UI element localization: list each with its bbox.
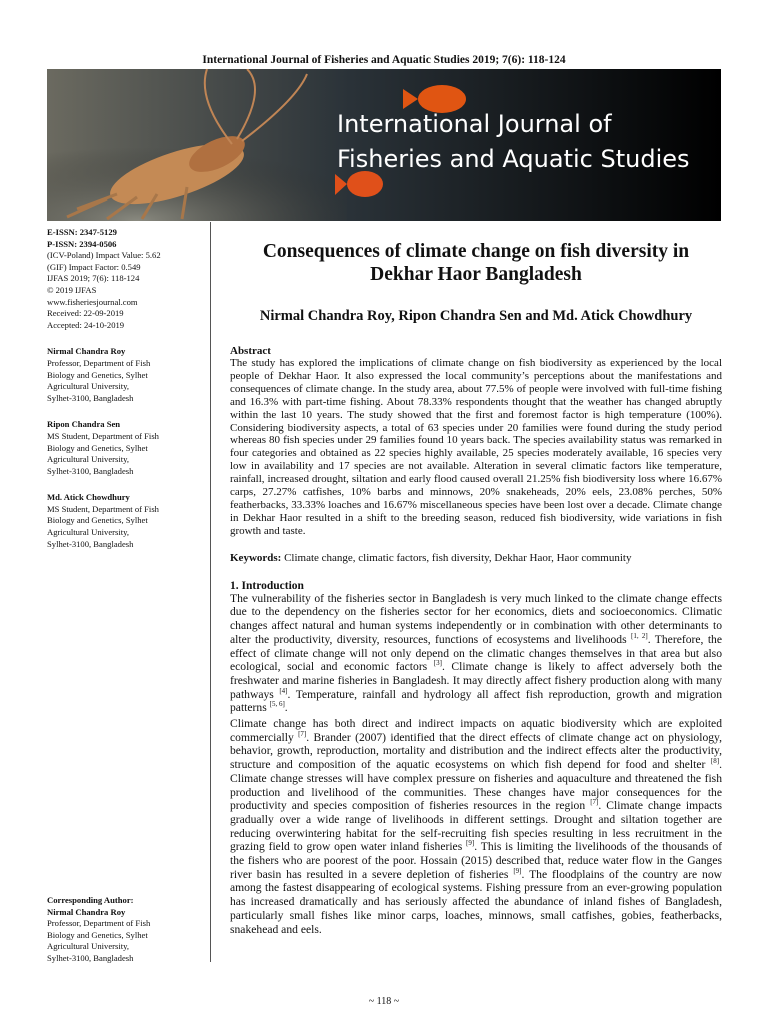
citation[interactable]: [7]	[298, 729, 307, 738]
copyright: © 2019 IJFAS	[47, 284, 97, 295]
journal-banner	[47, 69, 721, 221]
text-run: Climate change has both direct and indirect impacts on aquatic biodiversity which are exploited commercially	[230, 717, 722, 744]
affiliation-line: Biology and Genetics, Sylhet	[47, 929, 148, 940]
text-run: .	[284, 701, 288, 715]
corresponding-author	[47, 895, 207, 965]
author-name: Md. Atick Chowdhury	[47, 492, 130, 503]
banner-title-line1: International Journal of	[337, 110, 612, 138]
affiliation-line: Agricultural University,	[47, 381, 130, 392]
banner-title-line2: Fisheries and Aquatic Studies	[337, 145, 690, 173]
column-divider	[210, 222, 211, 962]
corresponding-label: Corresponding Author:	[47, 895, 134, 905]
author-name: Ripon Chandra Sen	[47, 419, 121, 430]
citation[interactable]: [9]	[513, 866, 522, 875]
affiliation-line: Biology and Genetics, Sylhet	[47, 442, 148, 453]
introduction-paragraph-1	[230, 592, 722, 715]
text-run: . The floodplains of the country are now among the fastest disappearing of ecological systems. Fishing pressure from an ever-growing population has increased dramatically and has seriously affected the abundance of inland fishes of Bangladesh, particularly small fishes like minor carps, loaches, minnows, small catfishes, gobies, featherbacks, snakehead and eels.	[230, 867, 722, 936]
text-run: . Brander (2007) identified that the direct effects of climate change act on physiology, behavior, growth, reproduction, mortality and distribution and the indirect effects alter the productivity, structure and composition of the aquatic ecosystems on which fish depend for food and shelter	[230, 730, 722, 772]
citation[interactable]: [9]	[466, 839, 475, 848]
volume-info: IJFAS 2019; 7(6): 118-124	[47, 273, 140, 284]
sidebar	[47, 227, 207, 550]
abstract-heading: Abstract	[230, 345, 271, 357]
p-issn: P-ISSN: 2394-0506	[47, 238, 117, 249]
citation[interactable]: [5, 6]	[269, 700, 285, 709]
running-head: International Journal of Fisheries and Aquatic Studies 2019; 7(6): 118-124	[202, 54, 566, 66]
affiliation-line: Sylhet-3100, Bangladesh	[47, 952, 134, 963]
journal-meta	[47, 227, 207, 331]
keywords-list: Climate change, climatic factors, fish diversity, Dekhar Haor, Haor community	[284, 551, 632, 564]
affiliation-line: Biology and Genetics, Sylhet	[47, 515, 148, 526]
affiliation-line: Biology and Genetics, Sylhet	[47, 369, 148, 380]
article-authors: Nirmal Chandra Roy, Ripon Chandra Sen and Md. Atick Chowdhury	[259, 308, 693, 324]
text-run: . Climate change stresses will have complex pressure on fisheries and aquaculture and threatened the fish production and livelihood of the communities. These changes have major consequences for the productivity and species composition of fisheries resources in the region	[230, 758, 722, 813]
page-number: ~ 118 ~	[368, 996, 400, 1007]
affiliation-line: MS Student, Department of Fish	[47, 503, 159, 514]
citation[interactable]: [8]	[710, 757, 720, 766]
author-affiliation	[47, 419, 207, 477]
citation[interactable]: [1, 2]	[631, 631, 648, 640]
affiliation-line: Sylhet-3100, Bangladesh	[47, 538, 134, 549]
journal-website[interactable]: www.fisheriesjournal.com	[47, 296, 138, 307]
affiliation-line: MS Student, Department of Fish	[47, 430, 159, 441]
affiliation-line: Sylhet-3100, Bangladesh	[47, 392, 134, 403]
keywords	[230, 552, 722, 564]
citation[interactable]: [4]	[279, 686, 288, 695]
affiliation-line: Professor, Department of Fish	[47, 918, 151, 929]
impact-value: (ICV-Poland) Impact Value: 5.62	[47, 250, 161, 261]
introduction-heading: 1. Introduction	[230, 579, 304, 592]
text-run: . Climate change impacts gradually over a wide range of livelihoods in different settings. Drought and siltation together are reducing overwintering habitat for the self-recruiting fish species resulting in less recruitment in the grazing field to grow open water inland fisheries	[230, 799, 722, 854]
author-name: Nirmal Chandra Roy	[47, 346, 126, 357]
affiliation-line: Sylhet-3100, Bangladesh	[47, 465, 134, 476]
banner-title	[337, 107, 690, 177]
text-run: The vulnerability of the fisheries sector in Bangladesh is very much linked to the climate change effects due to the dependency on the fisheries sector for her economics, diets and socioeconomics. Climatic changes affect natural and human systems independently or in combination with other determinants to alter the productivity, diversity, resources, functions of ecosystems and livelihoods	[230, 591, 722, 646]
abstract-text: The study has explored the implications of climate change on fish biodiversity as experienced by the local people of Dekhar Haor. It also expressed the local community’s perceptions about the manifestations and consequences of climate change. In the study area, about 77.5% of people were involved with full-time fishing and 16.3% with part-time fishing. About 78.33% respondents thought that the weather has changed abruptly within the last 10 years. The study showed that the first and foremost factor is high temperature (100%). Considering biodiversity aspects, a total of 63 species under 20 families were found during the study period whereas 80 fish species under 29 families found 10 years back. The species availability status was remarked in four categories and obtained as 22 species highly available, 25 species moderately available, 16 species very low in availability and 17 species are not available. Alteration in several climatic factors like temperature, rainfall, increased drought, siltation and early flood caused overall 21.25% fish biodiversity loss where 16.67% carps, 27.27% catfishes, 10% barbs and minnows, 20% snakeheads, 20% eels, 23.08% perches, 50% featherbacks, 33.33% loaches and 16.67% miscellaneous species have been lost over a decade. Climate change in Dekhar Haor resulted in a shift to the breeding season, reduced fish biodiversity, wide variations in fish growth and taste.	[230, 357, 722, 537]
citation[interactable]: [3]	[433, 659, 442, 668]
author-affiliation	[47, 346, 207, 404]
accepted-date: Accepted: 24-10-2019	[47, 319, 125, 330]
article-title: Consequences of climate change on fish diversity in Dekhar Haor Bangladesh	[262, 241, 690, 285]
author-affiliation	[47, 492, 207, 550]
affiliation-line: Agricultural University,	[47, 527, 130, 538]
affiliation-line: Agricultural University,	[47, 454, 130, 465]
impact-factor: (GIF) Impact Factor: 0.549	[47, 261, 141, 272]
received-date: Received: 22-09-2019	[47, 308, 124, 319]
affiliation-line: Professor, Department of Fish	[47, 357, 151, 368]
e-issn: E-ISSN: 2347-5129	[47, 227, 117, 237]
article-main	[230, 240, 722, 936]
introduction-paragraph-2	[230, 717, 722, 936]
affiliation-line: Agricultural University,	[47, 941, 130, 952]
keywords-label: Keywords:	[230, 551, 282, 564]
text-run: . Climate change is likely to affect adversely both the freshwater and marine fisheries in Bangladesh. It may directly affect fishery production along with many pathways	[230, 660, 722, 701]
corresponding-name: Nirmal Chandra Roy	[47, 906, 126, 917]
text-run: . Temperature, rainfall and hydrology all affect fish reproduction, growth and migration patterns	[230, 687, 723, 715]
citation[interactable]: [7]	[590, 798, 599, 807]
text-run: . Therefore, the effect of climate change will not only depend on the climatic changes themselves in that area but also ecological, social and economic factors	[230, 632, 722, 674]
text-run: . This is limiting the livelihoods of the thousands of the fishers who are poorest of the poor. Hossain (2015) described that, reduce water flow in the Ganges river basin has resulted in a severe depletion of fisheries	[230, 840, 722, 881]
